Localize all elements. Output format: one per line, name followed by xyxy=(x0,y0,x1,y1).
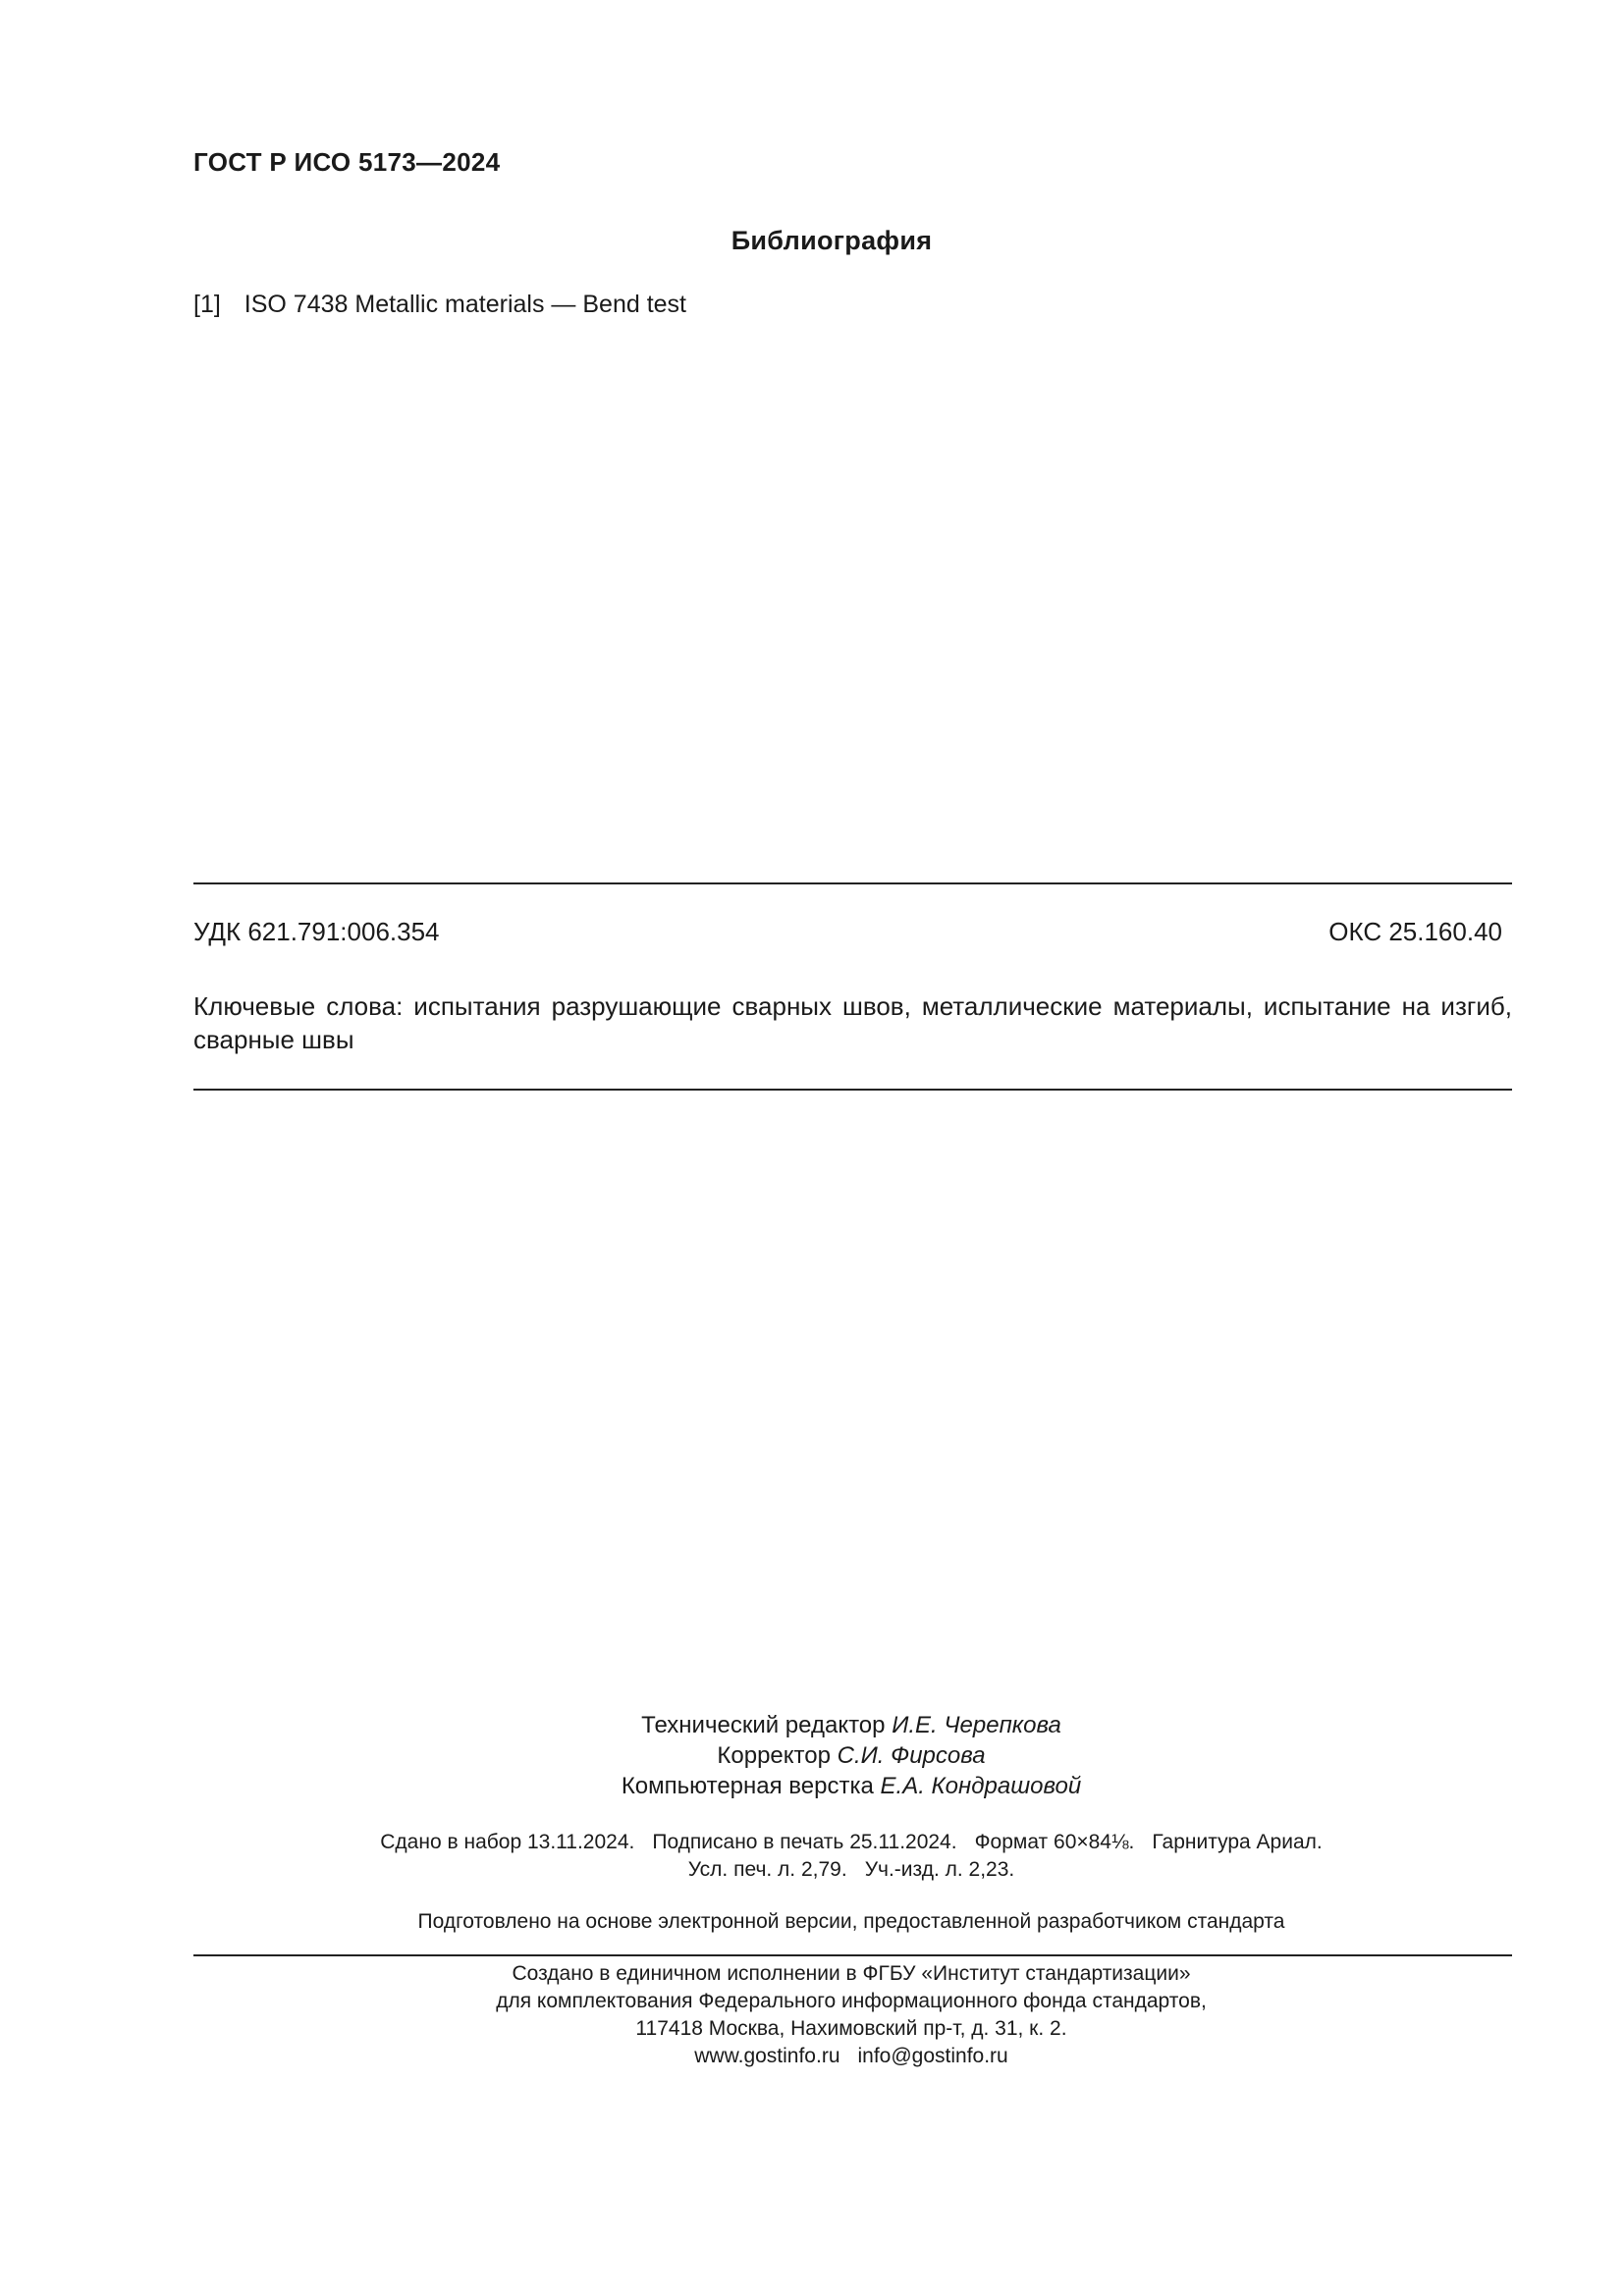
publisher-links xyxy=(79,2043,1624,2070)
keywords-divider xyxy=(193,1089,1512,1091)
print-info-line-2 xyxy=(79,1856,1624,1884)
publisher-info xyxy=(0,1960,1624,2070)
credit-role: Компьютерная верстка xyxy=(621,1773,874,1799)
document-code: ГОСТ Р ИСО 5173—2024 xyxy=(193,147,501,177)
keywords: Ключевые слова: испытания разрушающие сварных швов, металлические материалы, испытание на изгиб, сварные швы xyxy=(193,991,1512,1054)
top-divider xyxy=(193,882,1512,884)
credit-name: И.Е. Черепкова xyxy=(892,1712,1061,1738)
submitted-date: Сдано в набор 13.11.2024. xyxy=(380,1831,635,1853)
bibliography-title: Библиография xyxy=(731,226,933,255)
credits xyxy=(0,1710,1624,1801)
udk-code: УДК 621.791:006.354 xyxy=(193,917,440,946)
oks-code: ОКС 25.160.40 xyxy=(1328,917,1502,946)
bibliography-item xyxy=(193,291,686,319)
print-info-line-1 xyxy=(79,1829,1624,1856)
website-link[interactable]: www.gostinfo.ru xyxy=(694,2045,840,2067)
bibliography-item-text: ISO 7438 Metallic materials — Bend test xyxy=(244,291,686,318)
publisher-address: 117418 Москва, Нахимовский пр-т, д. 31, к. 2. xyxy=(635,2017,1067,2040)
publisher-line-2: для комплектования Федерального информационного фонда стандартов, xyxy=(496,1990,1207,2012)
credit-role: Корректор xyxy=(717,1742,831,1769)
signed-date: Подписано в печать 25.11.2024. xyxy=(652,1831,957,1853)
credit-name: С.И. Фирсова xyxy=(837,1742,986,1769)
footer-divider xyxy=(193,1954,1512,1956)
credit-tech-editor xyxy=(79,1710,1624,1740)
credit-proofreader xyxy=(79,1740,1624,1771)
typeface: Гарнитура Ариал. xyxy=(1152,1831,1323,1853)
credit-role: Технический редактор xyxy=(641,1712,886,1738)
bibliography-item-number: [1] xyxy=(193,291,221,318)
publisher-line-1: Создано в единичном исполнении в ФГБУ «Институт стандартизации» xyxy=(512,1962,1191,1985)
prepared-note: Подготовлено на основе электронной версии, предоставленной разработчиком стандарта xyxy=(417,1910,1285,1933)
publishing-sheets: Уч.-изд. л. 2,23. xyxy=(864,1858,1015,1881)
print-info xyxy=(0,1829,1624,1884)
credit-layout xyxy=(79,1771,1624,1801)
print-sheets: Усл. печ. л. 2,79. xyxy=(687,1858,847,1881)
paper-format: Формат 60×84⅛. xyxy=(974,1831,1135,1853)
email-link[interactable]: info@gostinfo.ru xyxy=(857,2045,1008,2067)
credit-name: Е.А. Кондрашовой xyxy=(880,1773,1082,1799)
